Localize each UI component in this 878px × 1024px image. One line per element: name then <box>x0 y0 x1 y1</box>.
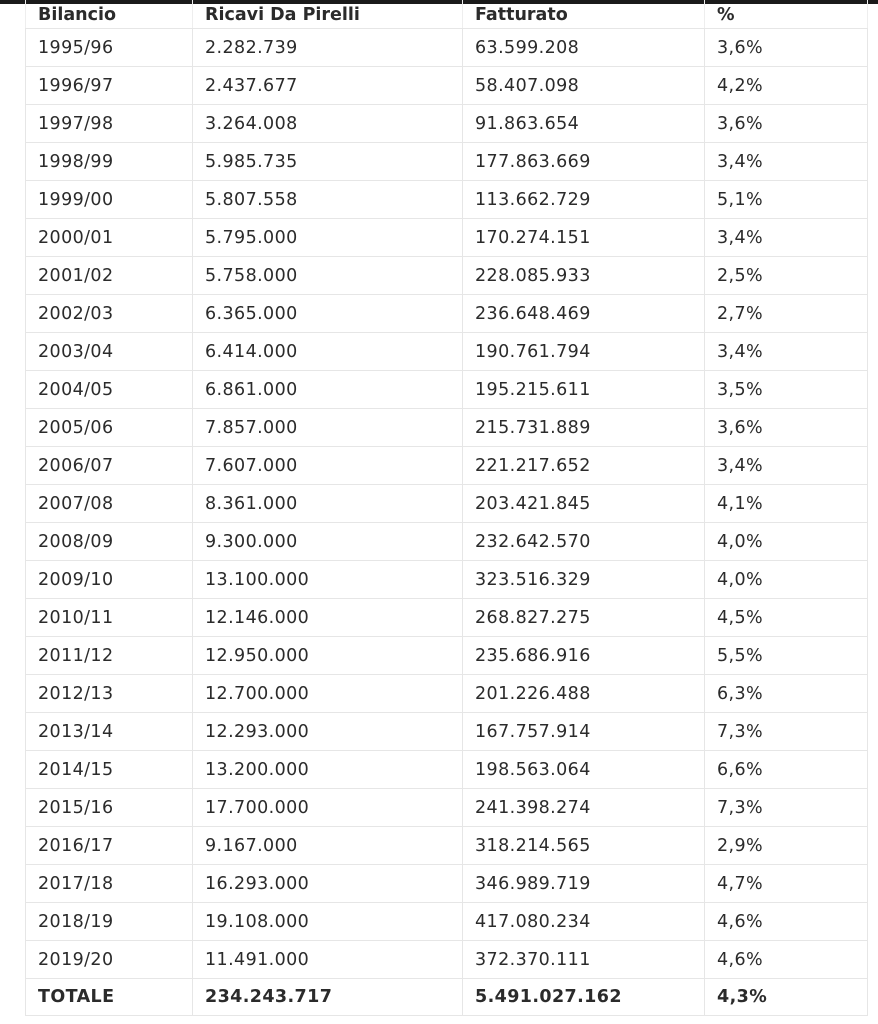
table-row <box>26 257 868 295</box>
cell-ricavi: 17.700.000 <box>193 789 463 827</box>
total-label: TOTALE <box>26 979 193 1016</box>
cell-fatturato: 235.686.916 <box>463 637 705 675</box>
table-body <box>26 29 868 979</box>
table-row <box>26 789 868 827</box>
table-row <box>26 371 868 409</box>
cell-bilancio: 2005/06 <box>26 409 193 447</box>
header-percent: % <box>705 0 868 29</box>
cell-ricavi: 6.861.000 <box>193 371 463 409</box>
cell-bilancio: 1999/00 <box>26 181 193 219</box>
cell-percent: 5,1% <box>705 181 868 219</box>
cell-ricavi: 8.361.000 <box>193 485 463 523</box>
cell-bilancio: 2014/15 <box>26 751 193 789</box>
cell-percent: 4,0% <box>705 561 868 599</box>
cell-fatturato: 372.370.111 <box>463 941 705 979</box>
table-row <box>26 675 868 713</box>
cell-percent: 3,6% <box>705 105 868 143</box>
cell-fatturato: 190.761.794 <box>463 333 705 371</box>
table-footer <box>26 979 868 1016</box>
table-row <box>26 219 868 257</box>
cell-fatturato: 203.421.845 <box>463 485 705 523</box>
header-bilancio: Bilancio <box>26 0 193 29</box>
cell-ricavi: 12.293.000 <box>193 713 463 751</box>
cell-percent: 3,6% <box>705 409 868 447</box>
cell-bilancio: 2002/03 <box>26 295 193 333</box>
cell-percent: 3,4% <box>705 333 868 371</box>
cell-percent: 7,3% <box>705 789 868 827</box>
cell-bilancio: 2000/01 <box>26 219 193 257</box>
cell-fatturato: 241.398.274 <box>463 789 705 827</box>
cell-percent: 2,5% <box>705 257 868 295</box>
cell-bilancio: 2010/11 <box>26 599 193 637</box>
cell-percent: 3,4% <box>705 219 868 257</box>
cell-bilancio: 2018/19 <box>26 903 193 941</box>
cell-ricavi: 5.807.558 <box>193 181 463 219</box>
cell-fatturato: 268.827.275 <box>463 599 705 637</box>
cell-ricavi: 12.700.000 <box>193 675 463 713</box>
table-row <box>26 865 868 903</box>
cell-fatturato: 215.731.889 <box>463 409 705 447</box>
cell-fatturato: 113.662.729 <box>463 181 705 219</box>
cell-percent: 4,0% <box>705 523 868 561</box>
cell-ricavi: 9.300.000 <box>193 523 463 561</box>
table-row <box>26 181 868 219</box>
cell-bilancio: 2013/14 <box>26 713 193 751</box>
cell-fatturato: 232.642.570 <box>463 523 705 561</box>
cell-bilancio: 2011/12 <box>26 637 193 675</box>
table-row <box>26 409 868 447</box>
table-row <box>26 713 868 751</box>
table-row <box>26 941 868 979</box>
cell-percent: 3,4% <box>705 447 868 485</box>
cell-ricavi: 2.282.739 <box>193 29 463 67</box>
table-row <box>26 295 868 333</box>
cell-fatturato: 167.757.914 <box>463 713 705 751</box>
cell-percent: 3,6% <box>705 29 868 67</box>
cell-ricavi: 9.167.000 <box>193 827 463 865</box>
cell-bilancio: 2019/20 <box>26 941 193 979</box>
cell-fatturato: 417.080.234 <box>463 903 705 941</box>
cell-bilancio: 2012/13 <box>26 675 193 713</box>
total-ricavi: 234.243.717 <box>193 979 463 1016</box>
cell-percent: 4,1% <box>705 485 868 523</box>
cell-percent: 4,6% <box>705 941 868 979</box>
cell-ricavi: 6.365.000 <box>193 295 463 333</box>
table-row <box>26 143 868 181</box>
table-row <box>26 637 868 675</box>
cell-bilancio: 1995/96 <box>26 29 193 67</box>
cell-ricavi: 5.795.000 <box>193 219 463 257</box>
cell-percent: 2,7% <box>705 295 868 333</box>
cell-bilancio: 2003/04 <box>26 333 193 371</box>
cell-percent: 7,3% <box>705 713 868 751</box>
cell-ricavi: 5.985.735 <box>193 143 463 181</box>
header-ricavi-da-pirelli: Ricavi Da Pirelli <box>193 0 463 29</box>
cell-fatturato: 177.863.669 <box>463 143 705 181</box>
cell-percent: 5,5% <box>705 637 868 675</box>
cell-fatturato: 323.516.329 <box>463 561 705 599</box>
cell-fatturato: 201.226.488 <box>463 675 705 713</box>
table-row <box>26 485 868 523</box>
cell-ricavi: 19.108.000 <box>193 903 463 941</box>
cell-fatturato: 228.085.933 <box>463 257 705 295</box>
table-row <box>26 67 868 105</box>
table-row <box>26 561 868 599</box>
header-fatturato: Fatturato <box>463 0 705 29</box>
cell-ricavi: 3.264.008 <box>193 105 463 143</box>
cell-bilancio: 1997/98 <box>26 105 193 143</box>
table-container <box>25 0 867 1016</box>
cell-ricavi: 12.146.000 <box>193 599 463 637</box>
cell-ricavi: 16.293.000 <box>193 865 463 903</box>
cell-fatturato: 91.863.654 <box>463 105 705 143</box>
cell-fatturato: 58.407.098 <box>463 67 705 105</box>
table-row <box>26 333 868 371</box>
cell-fatturato: 195.215.611 <box>463 371 705 409</box>
total-percent: 4,3% <box>705 979 868 1016</box>
table-row <box>26 29 868 67</box>
cell-bilancio: 1998/99 <box>26 143 193 181</box>
cell-fatturato: 318.214.565 <box>463 827 705 865</box>
cell-bilancio: 2017/18 <box>26 865 193 903</box>
cell-ricavi: 2.437.677 <box>193 67 463 105</box>
table-row <box>26 523 868 561</box>
revenue-table <box>25 0 868 1016</box>
cell-bilancio: 2009/10 <box>26 561 193 599</box>
cell-bilancio: 2015/16 <box>26 789 193 827</box>
table-row <box>26 751 868 789</box>
cell-fatturato: 63.599.208 <box>463 29 705 67</box>
cell-bilancio: 2007/08 <box>26 485 193 523</box>
cell-percent: 4,6% <box>705 903 868 941</box>
table-header <box>26 0 868 29</box>
table-row <box>26 447 868 485</box>
cell-bilancio: 1996/97 <box>26 67 193 105</box>
cell-bilancio: 2006/07 <box>26 447 193 485</box>
table-row <box>26 105 868 143</box>
header-row <box>26 0 868 29</box>
table-row <box>26 599 868 637</box>
cell-ricavi: 13.100.000 <box>193 561 463 599</box>
cell-fatturato: 170.274.151 <box>463 219 705 257</box>
table-row <box>26 827 868 865</box>
cell-ricavi: 7.857.000 <box>193 409 463 447</box>
cell-percent: 4,2% <box>705 67 868 105</box>
cell-percent: 3,4% <box>705 143 868 181</box>
total-fatturato: 5.491.027.162 <box>463 979 705 1016</box>
cell-ricavi: 12.950.000 <box>193 637 463 675</box>
cell-percent: 4,5% <box>705 599 868 637</box>
cell-fatturato: 221.217.652 <box>463 447 705 485</box>
cell-percent: 4,7% <box>705 865 868 903</box>
cell-percent: 2,9% <box>705 827 868 865</box>
cell-percent: 3,5% <box>705 371 868 409</box>
table-row <box>26 903 868 941</box>
cell-bilancio: 2016/17 <box>26 827 193 865</box>
cell-ricavi: 5.758.000 <box>193 257 463 295</box>
cell-ricavi: 11.491.000 <box>193 941 463 979</box>
cell-fatturato: 346.989.719 <box>463 865 705 903</box>
cell-bilancio: 2004/05 <box>26 371 193 409</box>
cell-bilancio: 2008/09 <box>26 523 193 561</box>
cell-percent: 6,3% <box>705 675 868 713</box>
cell-ricavi: 6.414.000 <box>193 333 463 371</box>
total-row <box>26 979 868 1016</box>
cell-fatturato: 198.563.064 <box>463 751 705 789</box>
cell-percent: 6,6% <box>705 751 868 789</box>
cell-ricavi: 7.607.000 <box>193 447 463 485</box>
cell-fatturato: 236.648.469 <box>463 295 705 333</box>
cell-bilancio: 2001/02 <box>26 257 193 295</box>
cell-ricavi: 13.200.000 <box>193 751 463 789</box>
